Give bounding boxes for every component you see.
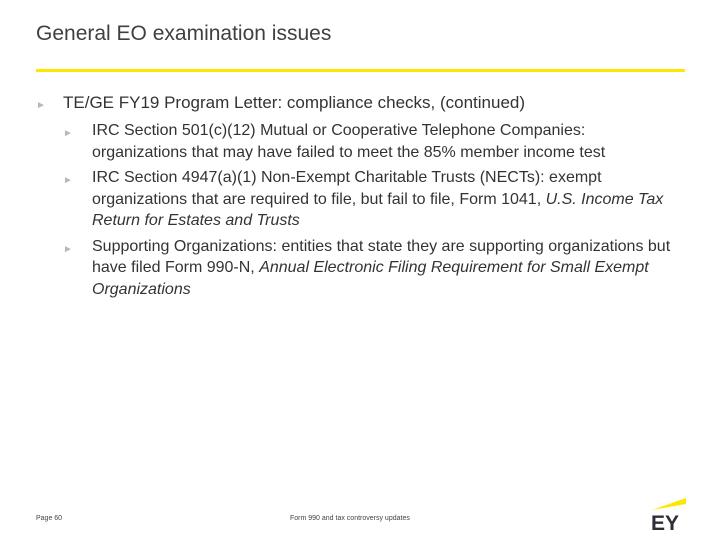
title-rule <box>36 69 685 72</box>
sub-bullet-plain-text: IRC Section 501(c)(12) Mutual or Cooperative Telephone Companies: organizations that may have failed to meet the 85% member income test <box>92 122 606 161</box>
slide-title: General EO examination issues <box>36 22 332 45</box>
footer-title: Form 990 and tax controversy updates <box>290 515 410 522</box>
sub-bullet-text <box>92 120 683 163</box>
form-title-italic: Annual Electronic Filing Requirement for Small Exempt Organizations <box>92 259 649 298</box>
triangle-bullet-icon: ► <box>36 100 46 111</box>
sub-bullet-text <box>92 167 683 232</box>
sub-bullet-plain-text: IRC Section 4947(a)(1) Non-Exempt Charitable Trusts (NECTs): exempt organizations that are required to file, but fail to file, Form 1041, <box>92 169 602 208</box>
sub-bullet-plain-text: Supporting Organizations: entities that state they are supporting organizations but have filed Form 990-N, <box>92 237 671 276</box>
sub-bullet-item <box>63 120 683 163</box>
triangle-bullet-icon: ► <box>63 175 73 186</box>
footer-page-number: Page 60 <box>36 515 63 522</box>
sub-bullet-list <box>63 120 683 304</box>
triangle-bullet-icon: ► <box>63 128 73 139</box>
ey-logo <box>650 496 688 532</box>
sub-bullet-item <box>63 236 683 301</box>
ey-logo-text: EY <box>651 512 680 532</box>
ey-logo-beam <box>652 498 686 510</box>
sub-bullet-item <box>63 167 683 232</box>
sub-bullet-text <box>92 236 683 301</box>
main-bullet-text: TE/GE FY19 Program Letter: compliance checks, (continued) <box>63 93 526 112</box>
form-title-italic: U.S. Income Tax Return for Estates and Trusts <box>92 190 664 229</box>
triangle-bullet-icon: ► <box>63 243 73 255</box>
